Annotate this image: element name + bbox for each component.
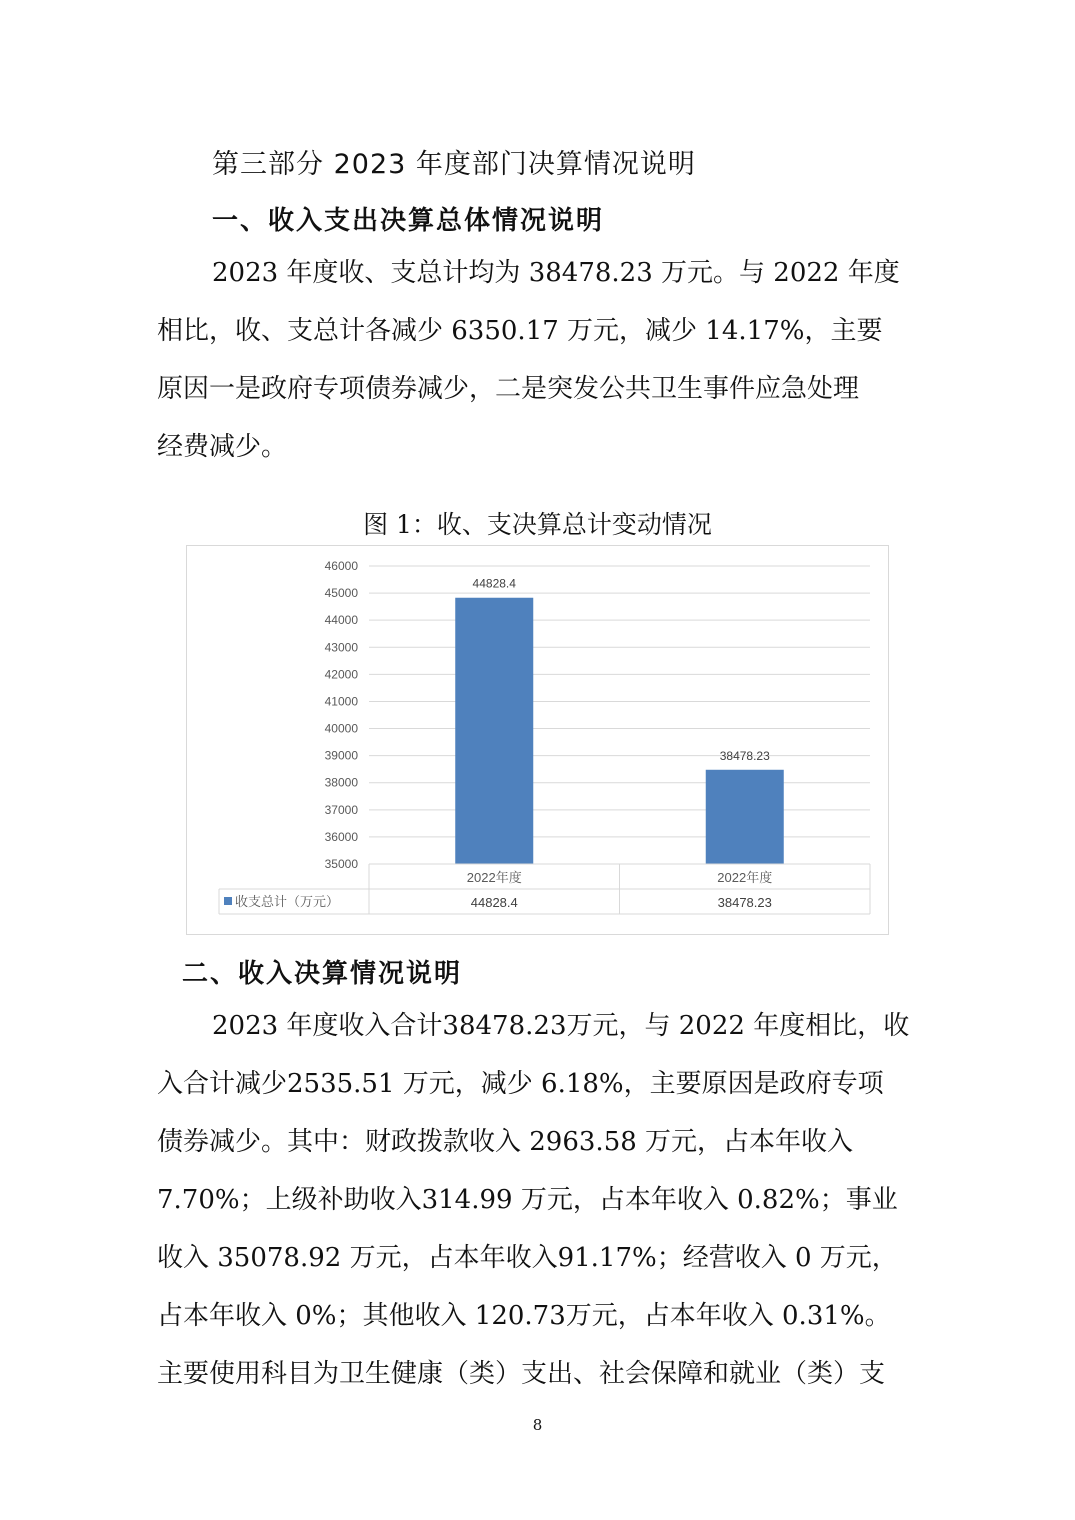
paragraph-line: 2023 年度收、支总计均为 38478.23 万元。与 2022 年度 bbox=[212, 258, 900, 288]
section-heading-2: 二、收入决算情况说明 bbox=[182, 959, 463, 989]
paragraph-line: 原因一是政府专项债券减少，二是突发公共卫生事件应急处理 bbox=[157, 374, 860, 404]
bar bbox=[455, 598, 533, 864]
page-title: 第三部分 2023 年度部门决算情况说明 bbox=[212, 149, 696, 180]
bar-chart bbox=[187, 546, 888, 934]
chart-frame bbox=[186, 545, 889, 935]
y-tick-label: 44000 bbox=[324, 613, 358, 628]
paragraph-line: 经费减少。 bbox=[157, 432, 288, 462]
section-heading-1: 一、收入支出决算总体情况说明 bbox=[212, 206, 605, 236]
y-tick-label: 39000 bbox=[324, 748, 358, 763]
y-tick-label: 37000 bbox=[324, 802, 358, 817]
paragraph-2 bbox=[157, 997, 923, 1403]
y-tick-label: 43000 bbox=[324, 640, 358, 655]
y-tick-label: 45000 bbox=[324, 586, 358, 601]
table-value: 38478.23 bbox=[717, 895, 772, 910]
y-tick-label: 35000 bbox=[324, 857, 358, 871]
data-label: 38478.23 bbox=[719, 748, 770, 763]
paragraph-line: 占本年收入 0%；其他收入 120.73万元，占本年收入 0.31%。 bbox=[157, 1301, 891, 1331]
y-tick-label: 40000 bbox=[324, 721, 358, 736]
paragraph-line: 主要使用科目为卫生健康（类）支出、社会保障和就业（类）支 bbox=[157, 1359, 886, 1389]
paragraph-line: 2023 年度收入合计38478.23万元，与 2022 年度相比，收 bbox=[212, 1011, 910, 1041]
paragraph-line: 相比，收、支总计各减少 6350.17 万元，减少 14.17%，主要 bbox=[157, 316, 883, 346]
bar bbox=[706, 770, 784, 864]
paragraph-line: 7.70%；上级补助收入314.99 万元，占本年收入 0.82%；事业 bbox=[157, 1185, 898, 1215]
table-value: 44828.4 bbox=[470, 895, 518, 910]
paragraph-line: 收入 35078.92 万元，占本年收入91.17%；经营收入 0 万元， bbox=[157, 1243, 898, 1273]
data-label: 44828.4 bbox=[472, 576, 516, 591]
legend-swatch bbox=[224, 897, 232, 905]
x-tick-label: 2022年度 bbox=[717, 870, 773, 885]
paragraph-line: 债券减少。其中：财政拨款收入 2963.58 万元，占本年收入 bbox=[157, 1127, 854, 1157]
y-tick-label: 36000 bbox=[324, 829, 358, 844]
page-number: 8 bbox=[532, 1416, 543, 1434]
y-tick-label: 41000 bbox=[324, 694, 358, 709]
y-tick-label: 42000 bbox=[324, 667, 358, 682]
paragraph-1 bbox=[157, 244, 923, 476]
paragraph-line: 入合计减少2535.51 万元，减少 6.18%，主要原因是政府专项 bbox=[157, 1069, 884, 1099]
y-tick-label: 38000 bbox=[324, 775, 358, 790]
figure-caption: 图 1：收、支决算总计变动情况 bbox=[363, 510, 712, 539]
x-tick-label: 2022年度 bbox=[466, 870, 522, 885]
legend-label: 收支总计（万元） bbox=[235, 894, 340, 909]
y-tick-label: 46000 bbox=[324, 559, 358, 573]
